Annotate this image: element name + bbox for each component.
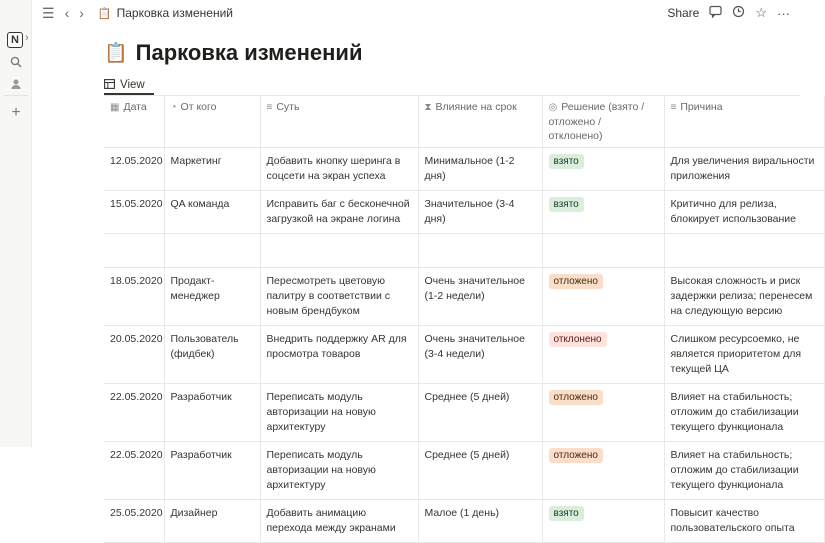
status-badge: взято xyxy=(549,154,584,169)
cell-from[interactable]: Дизайнер xyxy=(164,500,260,543)
cell-date[interactable] xyxy=(104,234,164,268)
clock-icon[interactable] xyxy=(732,5,745,21)
cell-from[interactable] xyxy=(164,234,260,268)
cell-essence[interactable]: Добавить анимацию перехода между экранами xyxy=(260,500,418,543)
breadcrumb[interactable] xyxy=(98,6,233,20)
status-icon: ◎ xyxy=(548,102,558,113)
status-badge: взято xyxy=(549,506,584,521)
column-header-date[interactable]: ▦ Дата xyxy=(104,96,164,148)
cell-decision[interactable] xyxy=(542,384,664,442)
tab-view-label: View xyxy=(120,79,145,91)
cell-reason[interactable]: Влияет на стабильность; отложим до стабилизации текущего функционала xyxy=(664,442,824,500)
cell-decision[interactable] xyxy=(542,148,664,191)
more-icon[interactable]: ··· xyxy=(777,5,790,21)
profile-icon[interactable] xyxy=(6,74,26,94)
back-arrow-icon[interactable]: ‹ xyxy=(64,5,70,21)
column-header-decision[interactable]: ◎ Решение (взято / отложено / отклонено) xyxy=(542,96,664,148)
search-icon[interactable] xyxy=(6,52,26,72)
sidebar xyxy=(0,0,32,447)
cell-reason[interactable]: Слишком ресурсоемко, не является приоритетом для текущей ЦА xyxy=(664,326,824,384)
breadcrumb-label: Парковка изменений xyxy=(116,6,233,20)
cell-decision[interactable] xyxy=(542,326,664,384)
cell-date[interactable]: 25.05.2020 xyxy=(104,500,164,543)
hourglass-icon: ⧗ xyxy=(424,102,432,113)
cell-essence[interactable]: Переписать модуль авторизации на новую архитектуру xyxy=(260,442,418,500)
plus-icon[interactable]: + xyxy=(11,104,21,121)
cell-decision[interactable] xyxy=(542,191,664,234)
calendar-icon: ▦ xyxy=(110,102,120,113)
table-header-row xyxy=(104,96,824,148)
cell-essence[interactable]: Исправить баг с бесконечной загрузкой на экране логина xyxy=(260,191,418,234)
table-row[interactable] xyxy=(104,384,824,442)
cell-impact[interactable]: Значительное (3-4 дня) xyxy=(418,191,542,234)
cell-date[interactable]: 22.05.2020 xyxy=(104,442,164,500)
cell-impact[interactable]: Очень значительное (3-4 недели) xyxy=(418,326,542,384)
cell-date[interactable]: 22.05.2020 xyxy=(104,384,164,442)
cell-essence[interactable]: Переписать модуль авторизации на новую архитектуру xyxy=(260,384,418,442)
top-bar xyxy=(32,0,800,26)
cell-date[interactable]: 15.05.2020 xyxy=(104,191,164,234)
cell-impact[interactable]: Малое (1 день) xyxy=(418,500,542,543)
table-row[interactable] xyxy=(104,500,824,543)
cell-date[interactable]: 12.05.2020 xyxy=(104,148,164,191)
column-header-from[interactable]: ◔ От кого xyxy=(164,96,260,148)
column-header-reason[interactable]: ≡ Причина xyxy=(664,96,824,148)
cell-essence[interactable] xyxy=(260,234,418,268)
cell-from[interactable]: Маркетинг xyxy=(164,148,260,191)
cell-decision[interactable] xyxy=(542,500,664,543)
chevron-right-icon[interactable]: › xyxy=(25,32,29,44)
cell-decision[interactable] xyxy=(542,234,664,268)
cell-decision[interactable] xyxy=(542,268,664,326)
forward-arrow-icon[interactable]: › xyxy=(79,5,84,21)
column-header-essence[interactable]: ≡ Суть xyxy=(260,96,418,148)
cell-reason[interactable]: Критично для релиза, блокирует использование xyxy=(664,191,824,234)
status-badge: отложено xyxy=(549,448,603,463)
table-row[interactable] xyxy=(104,148,824,191)
top-bar-actions xyxy=(667,0,790,26)
page-title-text[interactable]: Парковка изменений xyxy=(135,40,363,65)
cell-impact[interactable]: Минимальное (1-2 дня) xyxy=(418,148,542,191)
cell-decision[interactable] xyxy=(542,442,664,500)
sidebar-divider xyxy=(4,95,28,96)
cell-from[interactable]: QA команда xyxy=(164,191,260,234)
text-lines-icon: ≡ xyxy=(670,102,677,113)
star-icon[interactable]: ☆ xyxy=(755,5,767,20)
column-header-impact[interactable]: ⧗ Влияние на срок xyxy=(418,96,542,148)
tab-view[interactable] xyxy=(104,76,145,94)
menu-icon[interactable]: ☰ xyxy=(42,4,55,21)
table-row-empty[interactable] xyxy=(104,234,824,268)
table-icon xyxy=(104,78,115,92)
person-icon: ◔ xyxy=(170,102,177,113)
cell-from[interactable]: Пользователь (фидбек) xyxy=(164,326,260,384)
cell-from[interactable]: Продакт-менеджер xyxy=(164,268,260,326)
cell-reason[interactable]: Повысит качество пользовательского опыта xyxy=(664,500,824,543)
table-row[interactable] xyxy=(104,442,824,500)
status-badge: взято xyxy=(549,197,584,212)
database-table xyxy=(104,95,815,534)
table-row[interactable] xyxy=(104,268,824,326)
clipboard-icon[interactable]: 📋 xyxy=(104,43,128,64)
cell-impact[interactable]: Очень значительное (1-2 недели) xyxy=(418,268,542,326)
page-title xyxy=(104,40,362,66)
cell-from[interactable]: Разработчик xyxy=(164,384,260,442)
text-lines-icon: ≡ xyxy=(266,102,273,113)
cell-impact[interactable] xyxy=(418,234,542,268)
cell-essence[interactable]: Пересмотреть цветовую палитру в соответствии с новым брендбуком xyxy=(260,268,418,326)
cell-impact[interactable]: Среднее (5 дней) xyxy=(418,384,542,442)
cell-date[interactable]: 20.05.2020 xyxy=(104,326,164,384)
table-row[interactable] xyxy=(104,326,824,384)
status-badge: отклонено xyxy=(549,332,607,347)
workspace-logo[interactable]: N xyxy=(7,32,23,48)
cell-reason[interactable] xyxy=(664,234,824,268)
cell-reason[interactable]: Высокая сложность и риск задержки релиза; перенесем на следующую версию xyxy=(664,268,824,326)
clipboard-icon: 📋 xyxy=(97,7,112,20)
cell-impact[interactable]: Среднее (5 дней) xyxy=(418,442,542,500)
cell-date[interactable]: 18.05.2020 xyxy=(104,268,164,326)
comment-icon[interactable] xyxy=(709,5,722,21)
status-badge: отложено xyxy=(549,274,603,289)
cell-reason[interactable]: Для увеличения виральности приложения xyxy=(664,148,824,191)
table xyxy=(104,96,825,543)
table-row[interactable] xyxy=(104,191,824,234)
cell-from[interactable]: Разработчик xyxy=(164,442,260,500)
status-badge: отложено xyxy=(549,390,603,405)
share-button[interactable]: Share xyxy=(667,6,700,20)
cell-essence[interactable]: Добавить кнопку шеринга в соцсети на экран успеха xyxy=(260,148,418,191)
cell-essence[interactable]: Внедрить поддержку AR для просмотра товаров xyxy=(260,326,418,384)
cell-reason[interactable]: Влияет на стабильность; отложим до стабилизации текущего функционала xyxy=(664,384,824,442)
